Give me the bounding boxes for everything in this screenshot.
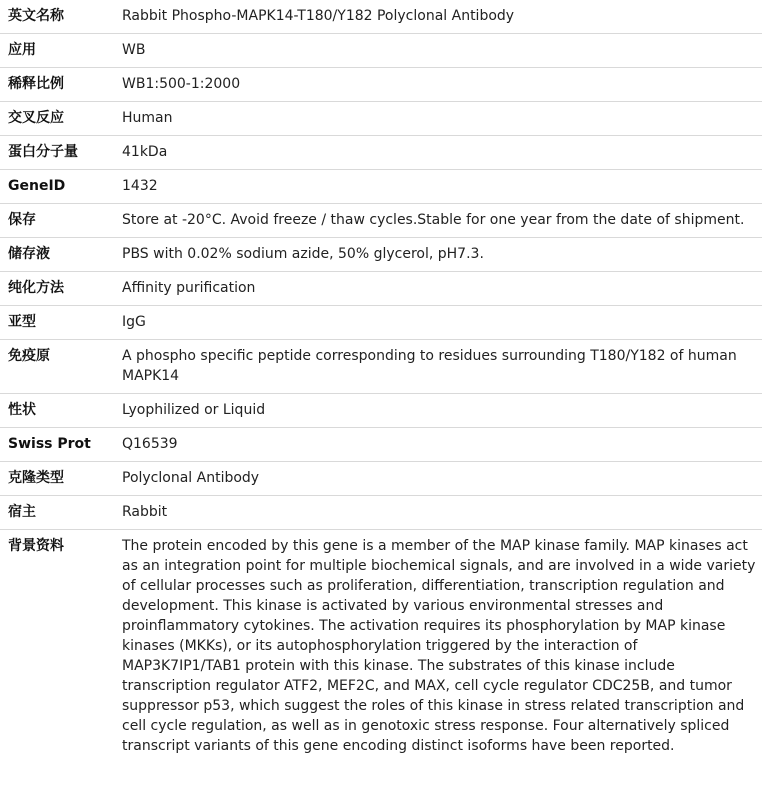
spec-value: Human bbox=[122, 110, 173, 126]
spec-row-background bbox=[0, 530, 762, 764]
spec-row-dilution bbox=[0, 68, 762, 102]
spec-value: PBS with 0.02% sodium azide, 50% glycerol, pH7.3. bbox=[122, 246, 484, 262]
spec-row-isotype bbox=[0, 306, 762, 340]
spec-row-reactivity bbox=[0, 102, 762, 136]
spec-value: Rabbit Phospho-MAPK14-T180/Y182 Polyclonal Antibody bbox=[122, 8, 515, 24]
spec-row-clonality bbox=[0, 462, 762, 496]
spec-value: Affinity purification bbox=[122, 280, 256, 296]
spec-row-molecular-weight bbox=[0, 136, 762, 170]
spec-value: Store at -20°C. Avoid freeze / thaw cycles.Stable for one year from the date of shipment. bbox=[122, 212, 745, 228]
spec-row-swiss-prot bbox=[0, 428, 762, 462]
spec-label: 纯化方法 bbox=[8, 280, 64, 296]
spec-label: 宿主 bbox=[8, 504, 36, 520]
spec-label: 储存液 bbox=[8, 246, 50, 262]
spec-row-gene-id bbox=[0, 170, 762, 204]
spec-value: WB bbox=[122, 42, 146, 58]
spec-row-storage-buffer bbox=[0, 238, 762, 272]
spec-row-storage bbox=[0, 204, 762, 238]
spec-row-form bbox=[0, 394, 762, 428]
spec-label: GeneID bbox=[8, 178, 66, 194]
spec-label: 应用 bbox=[8, 42, 36, 58]
spec-label: 蛋白分子量 bbox=[8, 144, 78, 160]
spec-value: The protein encoded by this gene is a member of the MAP kinase family. MAP kinases act as an integration point for multiple biochemical signals, and are involved in a wide variety of cellular processes such as proliferation, differentiation, transcription regulation and development. This kinase is activated by various environmental stresses and proinflammatory cytokines. The activation requires its phosphorylation by MAP kinase kinases (MKKs), or its autophosphorylation triggered by the interaction of MAP3K7IP1/TAB1 protein with this kinase. The substrates of this kinase include transcription regulator ATF2, MEF2C, and MAX, cell cycle regulator CDC25B, and tumor suppressor p53, which suggest the roles of this kinase in stress related transcription and cell cycle regulation, as well as in genotoxic stress response. Four alternatively spliced transcript variants of this gene encoding distinct isoforms have been reported. bbox=[122, 538, 756, 754]
spec-row-purification bbox=[0, 272, 762, 306]
spec-row-host bbox=[0, 496, 762, 530]
spec-label: 保存 bbox=[8, 212, 36, 228]
spec-label: 交叉反应 bbox=[8, 110, 64, 126]
spec-value: IgG bbox=[122, 314, 146, 330]
spec-label: 性状 bbox=[8, 402, 36, 418]
spec-label: Swiss Prot bbox=[8, 436, 91, 452]
spec-row-english-name bbox=[0, 0, 762, 34]
spec-value: Rabbit bbox=[122, 504, 168, 520]
spec-value: Polyclonal Antibody bbox=[122, 470, 260, 486]
spec-value: 1432 bbox=[122, 178, 158, 194]
spec-value: WB1:500-1:2000 bbox=[122, 76, 241, 92]
spec-value: 41kDa bbox=[122, 144, 168, 160]
spec-row-application bbox=[0, 34, 762, 68]
spec-row-immunogen bbox=[0, 340, 762, 394]
spec-label: 稀释比例 bbox=[8, 76, 64, 92]
spec-label: 亚型 bbox=[8, 314, 36, 330]
spec-value: Q16539 bbox=[122, 436, 178, 452]
spec-label: 英文名称 bbox=[8, 8, 64, 24]
spec-value: Lyophilized or Liquid bbox=[122, 402, 266, 418]
spec-value: A phospho specific peptide corresponding to residues surrounding T180/Y182 of human MAPK14 bbox=[122, 348, 737, 384]
spec-label: 克隆类型 bbox=[8, 470, 64, 486]
spec-label: 背景资料 bbox=[8, 538, 64, 554]
spec-label: 免疫原 bbox=[8, 348, 50, 364]
